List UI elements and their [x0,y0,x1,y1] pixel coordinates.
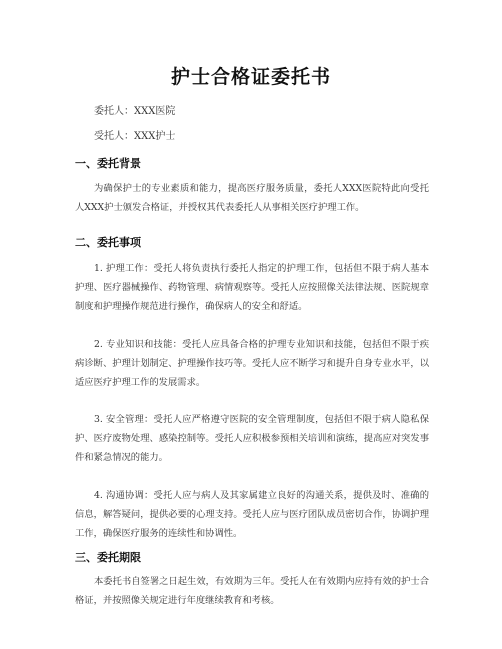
client-line: 委托人：XXX医院 [94,106,176,117]
section-heading-term: 三、委托期限 [75,551,141,564]
document-title: 护士合格证委托书 [170,66,331,88]
paragraph-background: 为确保护士的专业素质和能力，提高医疗服务质量，委托人XXX医院特此向受托人XXX护士颁发合格证，并授权其代表委托人从事相关医疗护理工作。 [75,183,429,213]
section-heading-background: 一、委托背景 [75,157,141,170]
agent-line: 受托人：XXX护士 [94,131,176,142]
paragraph-term: 本委托书自签署之日起生效，有效期为三年。受托人在有效期内应持有效的护士合格证，并按照像关规定进行年度继续教育和考核。 [75,576,429,606]
paragraph-communication: 4. 沟通协调：受托人应与病人及其家属建立良好的沟通关系，提供及时、准确的信息，解答疑问，提供必要的心理支持。受托人应与医疗团队成员密切合作，协调护理工作，确保医疗服务的连续性和协调性。 [75,490,429,539]
section-heading-matters: 二、委托事项 [75,236,141,249]
paragraph-safety-management: 3. 安全管理：受托人应严格遵守医院的安全管理制度，包括但不限于病人隐私保护、医疗废物处理、感染控制等。受托人应积极参预相关培训和演练，提高应对突发事件和紧急情况的能力。 [75,414,429,463]
paragraph-nursing-work: 1. 护理工作：受托人将负责执行委托人指定的护理工作，包括但不限于病人基本护理、医疗器械操作、药物管理、病情观察等。受托人应按照像关法律法规、医院规章制度和护理操作规范进行操作，确保病人的安全和舒适。 [75,263,429,312]
paragraph-professional-skills: 2. 专业知识和技能：受托人应具备合格的护理专业知识和技能，包括但不限于疾病诊断、护理计划制定、护理操作技巧等。受托人应不断学习和提升自身专业水平，以适应医疗护理工作的发展需求。 [75,339,429,388]
